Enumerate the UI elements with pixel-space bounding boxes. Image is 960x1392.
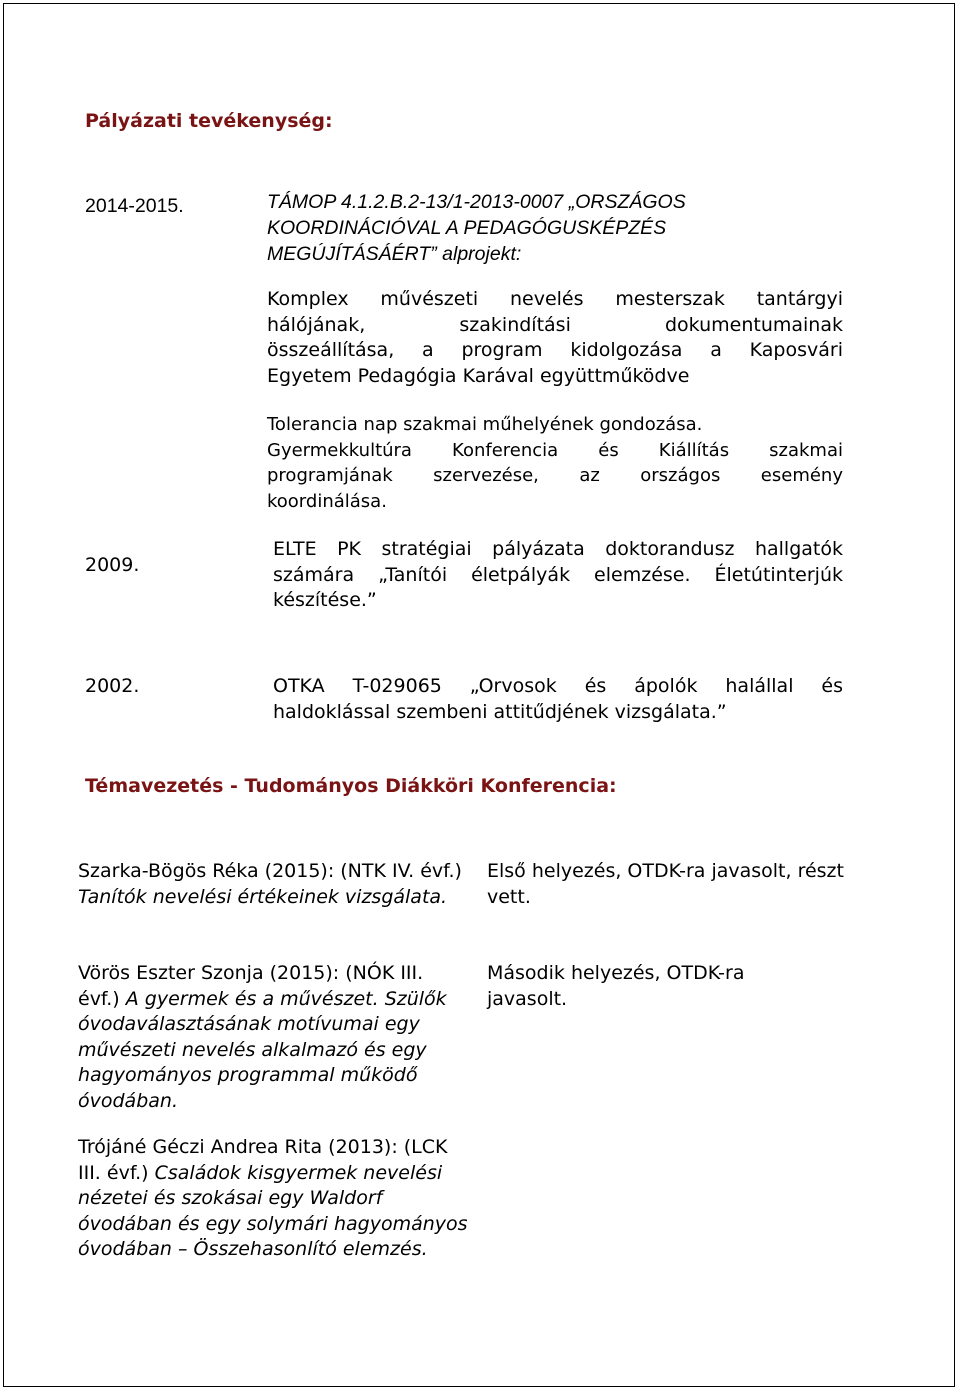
student-name: Vörös Eszter Szonja (2015): (NÓK III. évf.): [78, 962, 424, 1010]
desc-line: ELTE PK stratégiai pályázata doktorandusz hallgatók: [273, 538, 843, 560]
entry-description-elte: [273, 537, 843, 614]
section-heading-temavezetes: Témavezetés - Tudományos Diákköri Konferencia:: [85, 775, 617, 797]
student-entry-szarka: [78, 859, 470, 910]
section-heading-palyazati: Pályázati tevékenység:: [85, 110, 333, 132]
entry-year-2014: 2014-2015.: [85, 195, 184, 217]
thesis-title: Tanítók nevelési értékeinek vizsgálata.: [78, 885, 448, 908]
student-result-voros: Második helyezés, OTDK-ra javasolt.: [487, 962, 745, 1010]
desc-line: Gyermekkultúra Konferencia és Kiállítás szakmai: [267, 439, 843, 461]
desc-line: haldoklással szembeni attitűdjének vizsgálata.”: [273, 700, 727, 723]
desc-line: hálójának, szakindítási dokumentumainak: [267, 313, 843, 336]
student-entry-trojane: [78, 1135, 470, 1263]
thesis-title: Családok kisgyermek nevelési nézetei és szokásai egy Waldorf óvodában és egy solymári hagyományos óvodában – Összehasonlító elemzés.: [78, 1161, 468, 1260]
desc-line: Tolerancia nap szakmai műhelyének gondozása.: [267, 414, 703, 435]
entry-description-komplex: [267, 287, 843, 389]
desc-line: programjának szervezése, az országos esemény: [267, 465, 843, 486]
entry-year-2002: 2002.: [85, 675, 140, 697]
desc-line: számára „Tanítói életpályák elemzése. Életútinterjúk: [273, 563, 843, 586]
student-name: Szarka-Bögös Réka (2015): (NTK IV. évf.): [78, 860, 462, 882]
entry-title-tamop: TÁMOP 4.1.2.B.2-13/1-2013-0007 „ORSZÁGOS KOORDINÁCIÓVAL A PEDAGÓGUSKÉPZÉS MEGÚJÍTÁSÁÉRT” alprojekt:: [267, 191, 686, 265]
entry-year-2009: 2009.: [85, 554, 140, 576]
desc-line: összeállítása, a program kidolgozása a Kaposvári: [267, 339, 843, 361]
desc-line: koordinálása.: [267, 490, 387, 512]
entry-description-otka: [273, 674, 843, 725]
entry-description-tolerancia: [267, 412, 843, 514]
student-result-szarka: Első helyezés, OTDK-ra javasolt, részt vett.: [487, 860, 844, 908]
desc-line: Egyetem Pedagógia Karával együttműködve: [267, 364, 690, 387]
desc-line: OTKA T-029065 „Orvosok és ápolók halállal és: [273, 675, 843, 697]
thesis-title: A gyermek és a művészet. Szülők óvodaválasztásának motívumai egy művészeti nevelés alkalmazó és egy hagyományos programmal működő óvodában.: [78, 987, 447, 1112]
desc-line: Komplex művészeti nevelés mesterszak tantárgyi: [267, 288, 843, 310]
student-entry-voros: [78, 961, 470, 1114]
desc-line: készítése.”: [273, 589, 377, 611]
student-name: Trójáné Géczi Andrea Rita (2013): (LCK III. évf.): [78, 1136, 448, 1184]
